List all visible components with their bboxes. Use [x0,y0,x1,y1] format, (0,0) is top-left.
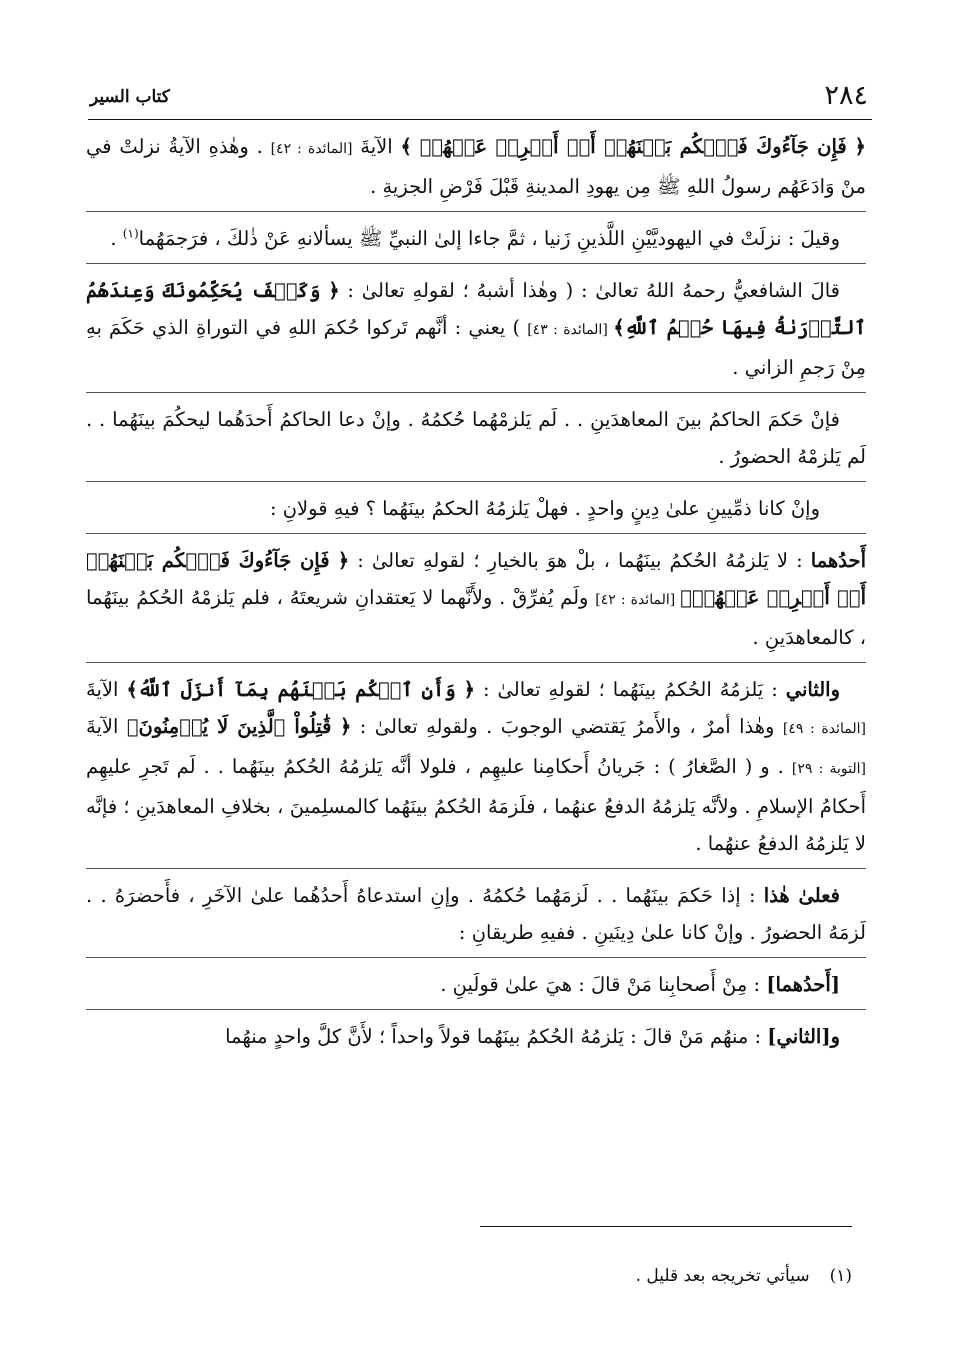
quran-open-bracket: ﴿ [337,549,350,572]
footnote-reference[interactable]: (١) [122,226,139,241]
body-text: : لا يَلزمُهُ الحُكمُ بينَهُما ، بلْ هوَ بالخيارِ ؛ لقولهِ تعالىٰ : [349,549,811,572]
paragraph-2 [86,220,866,257]
page-header [88,78,872,122]
paragraph-7 [86,671,866,862]
paragraph-divider [86,263,866,264]
verse-reference: [المائدة : ٤٩] [782,721,866,737]
heading-term: فعلىٰ هٰذا [763,884,840,907]
body-text: الآيةَ [352,135,401,158]
quran-open-bracket: ﴿ [339,715,352,738]
body-text: وإنْ كانا ذمِّيينِ علىٰ دِينٍ واحدٍ . فهلْ يَلزمُهُ الحكمُ بينَهُما ؟ فيهِ قولانِ : [269,497,820,520]
body-text: : إذا حَكمَ بينَهُما . . لَزمَهُما حُكمُهُ . وإنِ استدعاهُ أَحدُهُما علىٰ الآخَرِ ، فأَحضرَهُ . . لَزمَهُ الحضورُ . وإنْ كانا علىٰ دِينَينِ . ففيهِ طريقانِ : [86,884,866,944]
body-text: الآيةَ [86,715,127,738]
page-body [86,128,866,1055]
quran-verse: وَكَيۡفَ يُحَكِّمُونَكَ وَعِندَهُمُ ٱلتَّوۡرَىٰةُ فِيهَا حُكۡمُ ٱللَّهِ [86,279,867,339]
paragraph-divider [86,392,866,393]
paragraph-divider [86,481,866,482]
body-text: ) يعني : أنَّهم تَركوا حُكمَ اللهِ في التوراةِ الذي حَكَمَ بهِ مِنْ رَجمِ الزاني . [86,316,866,379]
paragraph-divider [86,533,866,534]
quran-verse: فَإِن جَآءُوكَ فَٱحۡكُم بَيۡنَهُمۡ أَوۡ أَعۡرِضۡ عَنۡهُمۡ [86,549,866,609]
paragraph-divider [86,1009,866,1010]
heading-term: و[الثاني] [767,1025,840,1048]
verse-reference: [المائدة : ٤٢] [270,141,353,157]
quran-open-bracket: ﴿ [463,678,476,701]
running-title: كتاب السير [90,87,170,107]
quran-close-bracket: ﴾ [126,678,138,701]
paragraph-divider [86,662,866,663]
paragraph-5 [86,490,866,527]
heading-term: [أَحدُهما] [766,973,840,996]
quran-close-bracket: ﴾ [126,715,139,738]
paragraph-divider [86,957,866,958]
footnote-number: (١) [829,1266,852,1286]
heading-term: أَحدُهما [810,549,867,572]
verse-reference: [المائدة : ٤٣] [527,322,614,338]
body-text: . و ( الصَّغارُ ) : جَريانُ أَحكامِنا عليهِم ، فلولا أنَّه يَلزمُهُ الحُكمُ بينَهُما . . لَم تَجرِ عليهِم أَحكامُ الإسلامِ . ولأنَّه يَلزمُهُ الدفعُ عنهُما ، فلَزمَهُ الحُكمُ بينَهُما كالمسلِمينَ ، بخلافِ المعاهدَينِ ؛ فإنَّه لا يَلزمُهُ الدفعُ عنهُما . [86,755,866,855]
verse-reference: [التوبة : ٢٩] [791,761,866,777]
paragraph-4 [86,401,866,475]
quran-close-bracket: ﴾ [400,135,412,158]
body-text: : مِنْ أَصحابِنا مَنْ قالَ : هيَ علىٰ قولَينِ . [440,973,767,996]
paragraph-8 [86,877,866,951]
quran-verse: قَٰتِلُواْ ٱلَّذِينَ لَا يُؤۡمِنُونَ [138,715,332,738]
quran-open-bracket: ﴿ [854,135,866,158]
quran-verse: فَإِن جَآءُوكَ فَٱحۡكُم بَيۡنَهُمۡ أَوۡ أَعۡرِضۡ عَنۡهُمۡ [419,135,847,158]
body-text: فإنْ حَكمَ الحاكمُ بينَ المعاهدَينِ . . لَم يَلزمْهُما حُكمُهُ . وإنْ دعا الحاكمُ أَحدَهُما ليحكُمَ بينَهُما . . لَم يَلزمْهُ الحضورُ . [86,408,866,468]
body-text: وهٰذا أمرٌ ، والأَمرُ يَقتضي الوجوبَ . ولقولهِ تعالىٰ : [351,715,783,738]
body-text: الآيةَ [86,678,127,701]
body-text: وقيلَ : نزلَتْ في اليهوديَّيْنِ اللَّذينِ زَنيا ، ثمَّ جاءا إلىٰ النبيِّ ﷺ يسألانهِ عَنْ ذٰلكَ ، فرَجمَهُما [138,227,840,250]
body-text: . وهٰذهِ الآيةُ نزلتْ في منْ وَادَعَهُم رسولُ اللهِ ﷺ مِن يهودِ المدينةِ قَبْلَ فَرْضِ الجزيةِ . [86,135,866,198]
footnote [86,1262,852,1290]
body-text: : يَلزمُهُ الحُكمُ بينَهُما ؛ لقولهِ تعالىٰ : [475,678,786,701]
footnote-text: سيأتي تخريجه بعد قليل . [635,1266,810,1286]
heading-term: والثاني [785,678,840,701]
paragraph-6 [86,542,866,656]
quran-open-bracket: ﴿ [328,279,340,302]
paragraph-divider [86,868,866,869]
paragraph-3 [86,272,866,386]
body-text: قالَ الشافعيُّ رحمهُ اللهُ تعالىٰ : ( وهٰذا أشبهُ ؛ لقولهِ تعالىٰ : [339,279,840,302]
quran-close-bracket: ﴾ [613,316,625,339]
quran-close-bracket: ﴾ [680,586,692,609]
body-text: . [110,227,123,250]
page-number: ٢٨٤ [824,80,868,111]
body-text: ولَم يُفرِّقْ . ولأَنَّهما لا يَعتقدانِ شريعتَهُ ، فلم يَلزمْهُ الحُكمُ بينَهُما ، كالمعاهدَينِ . [86,586,866,649]
quran-verse: وَأَنِ ٱحۡكُم بَيۡنَهُم بِمَآ أَنزَلَ ٱللَّهُ [137,678,456,701]
verse-reference: [المائدة : ٤٢] [595,592,681,608]
paragraph-1 [86,128,866,205]
paragraph-divider [86,211,866,212]
body-text: : منهُم مَنْ قالَ : يَلزمُهُ الحُكمُ بينَهُما قولاً واحداً ؛ لأَنَّ كلَّ واحدٍ منهُما [225,1025,768,1048]
header-rule [88,119,872,120]
footnote-rule [480,1226,852,1227]
paragraph-10 [86,1018,866,1055]
paragraph-9 [86,966,866,1003]
